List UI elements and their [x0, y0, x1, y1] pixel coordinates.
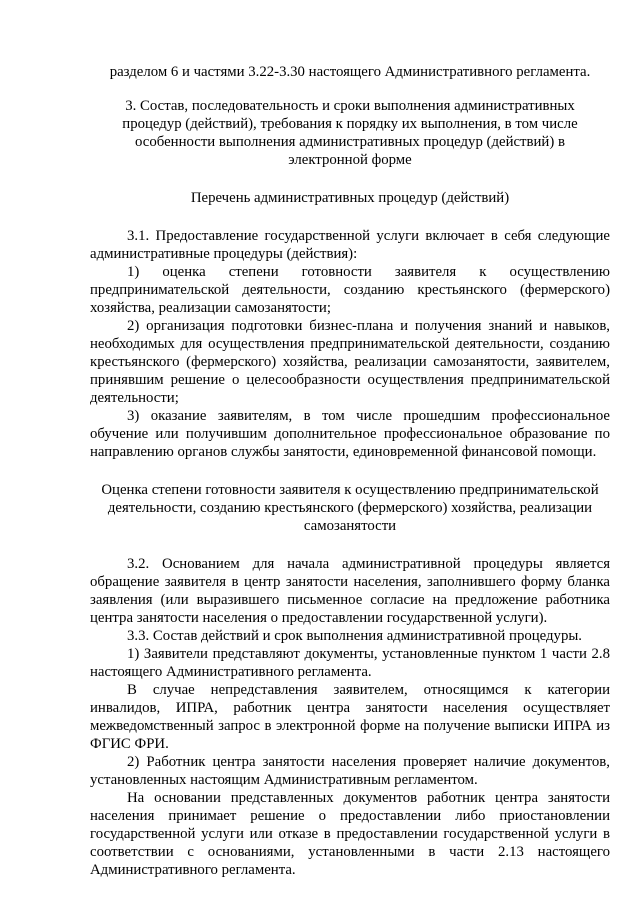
paragraph-3-3-item-2: 2) Работник центра занятости населения проверяет наличие документов, установленных настоящим Административным регламентом. [90, 754, 610, 788]
procedures-list-heading: Перечень административных процедур (действий) [190, 190, 510, 206]
paragraph-3-2: 3.2. Основанием для начала административной процедуры является обращение заявителя в центр занятости населения, заполнившего форму бланка заявления (или выразившего письменное согласие на предложение работника центра занятости населения о предоставлении государственной услуги). [90, 556, 610, 626]
paragraph-3-3-decision: На основании представленных документов работник центра занятости населения принимает решение о предоставлении либо приостановлении государственной услуги или отказе в предоставлении государственной услуги в соответствии с основаниями, установленными в части 2.13 настоящего Административного регламента. [90, 790, 610, 878]
paragraph-3-1-item-2: 2) организация подготовки бизнес-плана и получения знаний и навыков, необходимых для осуществления предпринимательской деятельности, созданию крестьянского (фермерского) хозяйства, реализации самозанятости, заявителем, принявшим решение о целесообразности осуществления предпринимательской деятельности; [90, 318, 610, 406]
paragraph-3-3-ipra: В случае непредставления заявителем, относящимся к категории инвалидов, ИПРА, работник центра занятости населения осуществляет межведомственный запрос в электронной форме на получение выписки ИПРА из ФГИС ФРИ. [90, 682, 610, 752]
paragraph-3-3-item-1: 1) Заявители представляют документы, установленные пунктом 1 части 2.8 настоящего Административного регламента. [90, 646, 610, 680]
paragraph-3-1-item-3: 3) оказание заявителям, в том числе прошедшим профессиональное обучение или получившим дополнительное профессиональное образование по направлению органов службы занятости, единовременной финансовой помощи. [90, 408, 610, 460]
paragraph-3-3: 3.3. Состав действий и срок выполнения административной процедуры. [127, 628, 582, 644]
assessment-heading: Оценка степени готовности заявителя к осуществлению предпринимательской деятельности, созданию крестьянского (фермерского) хозяйства, реализации самозанятости [101, 482, 599, 534]
paragraph-3-1: 3.1. Предоставление государственной услуги включает в себя следующие административные процедуры (действия): [90, 228, 610, 262]
intro-line: разделом 6 и частями 3.22-3.30 настоящего Административного регламента. [109, 64, 591, 80]
section-3-heading: 3. Состав, последовательность и сроки выполнения административных процедур (действий), требования к порядку их выполнения, в том числе особенности выполнения административных процедур (действий) в электронной форме [122, 98, 578, 168]
document-page [90, 63, 610, 879]
paragraph-3-1-item-1: 1) оценка степени готовности заявителя к осуществлению предпринимательской деятельности, созданию крестьянского (фермерского) хозяйства, реализации самозанятости; [90, 264, 610, 316]
